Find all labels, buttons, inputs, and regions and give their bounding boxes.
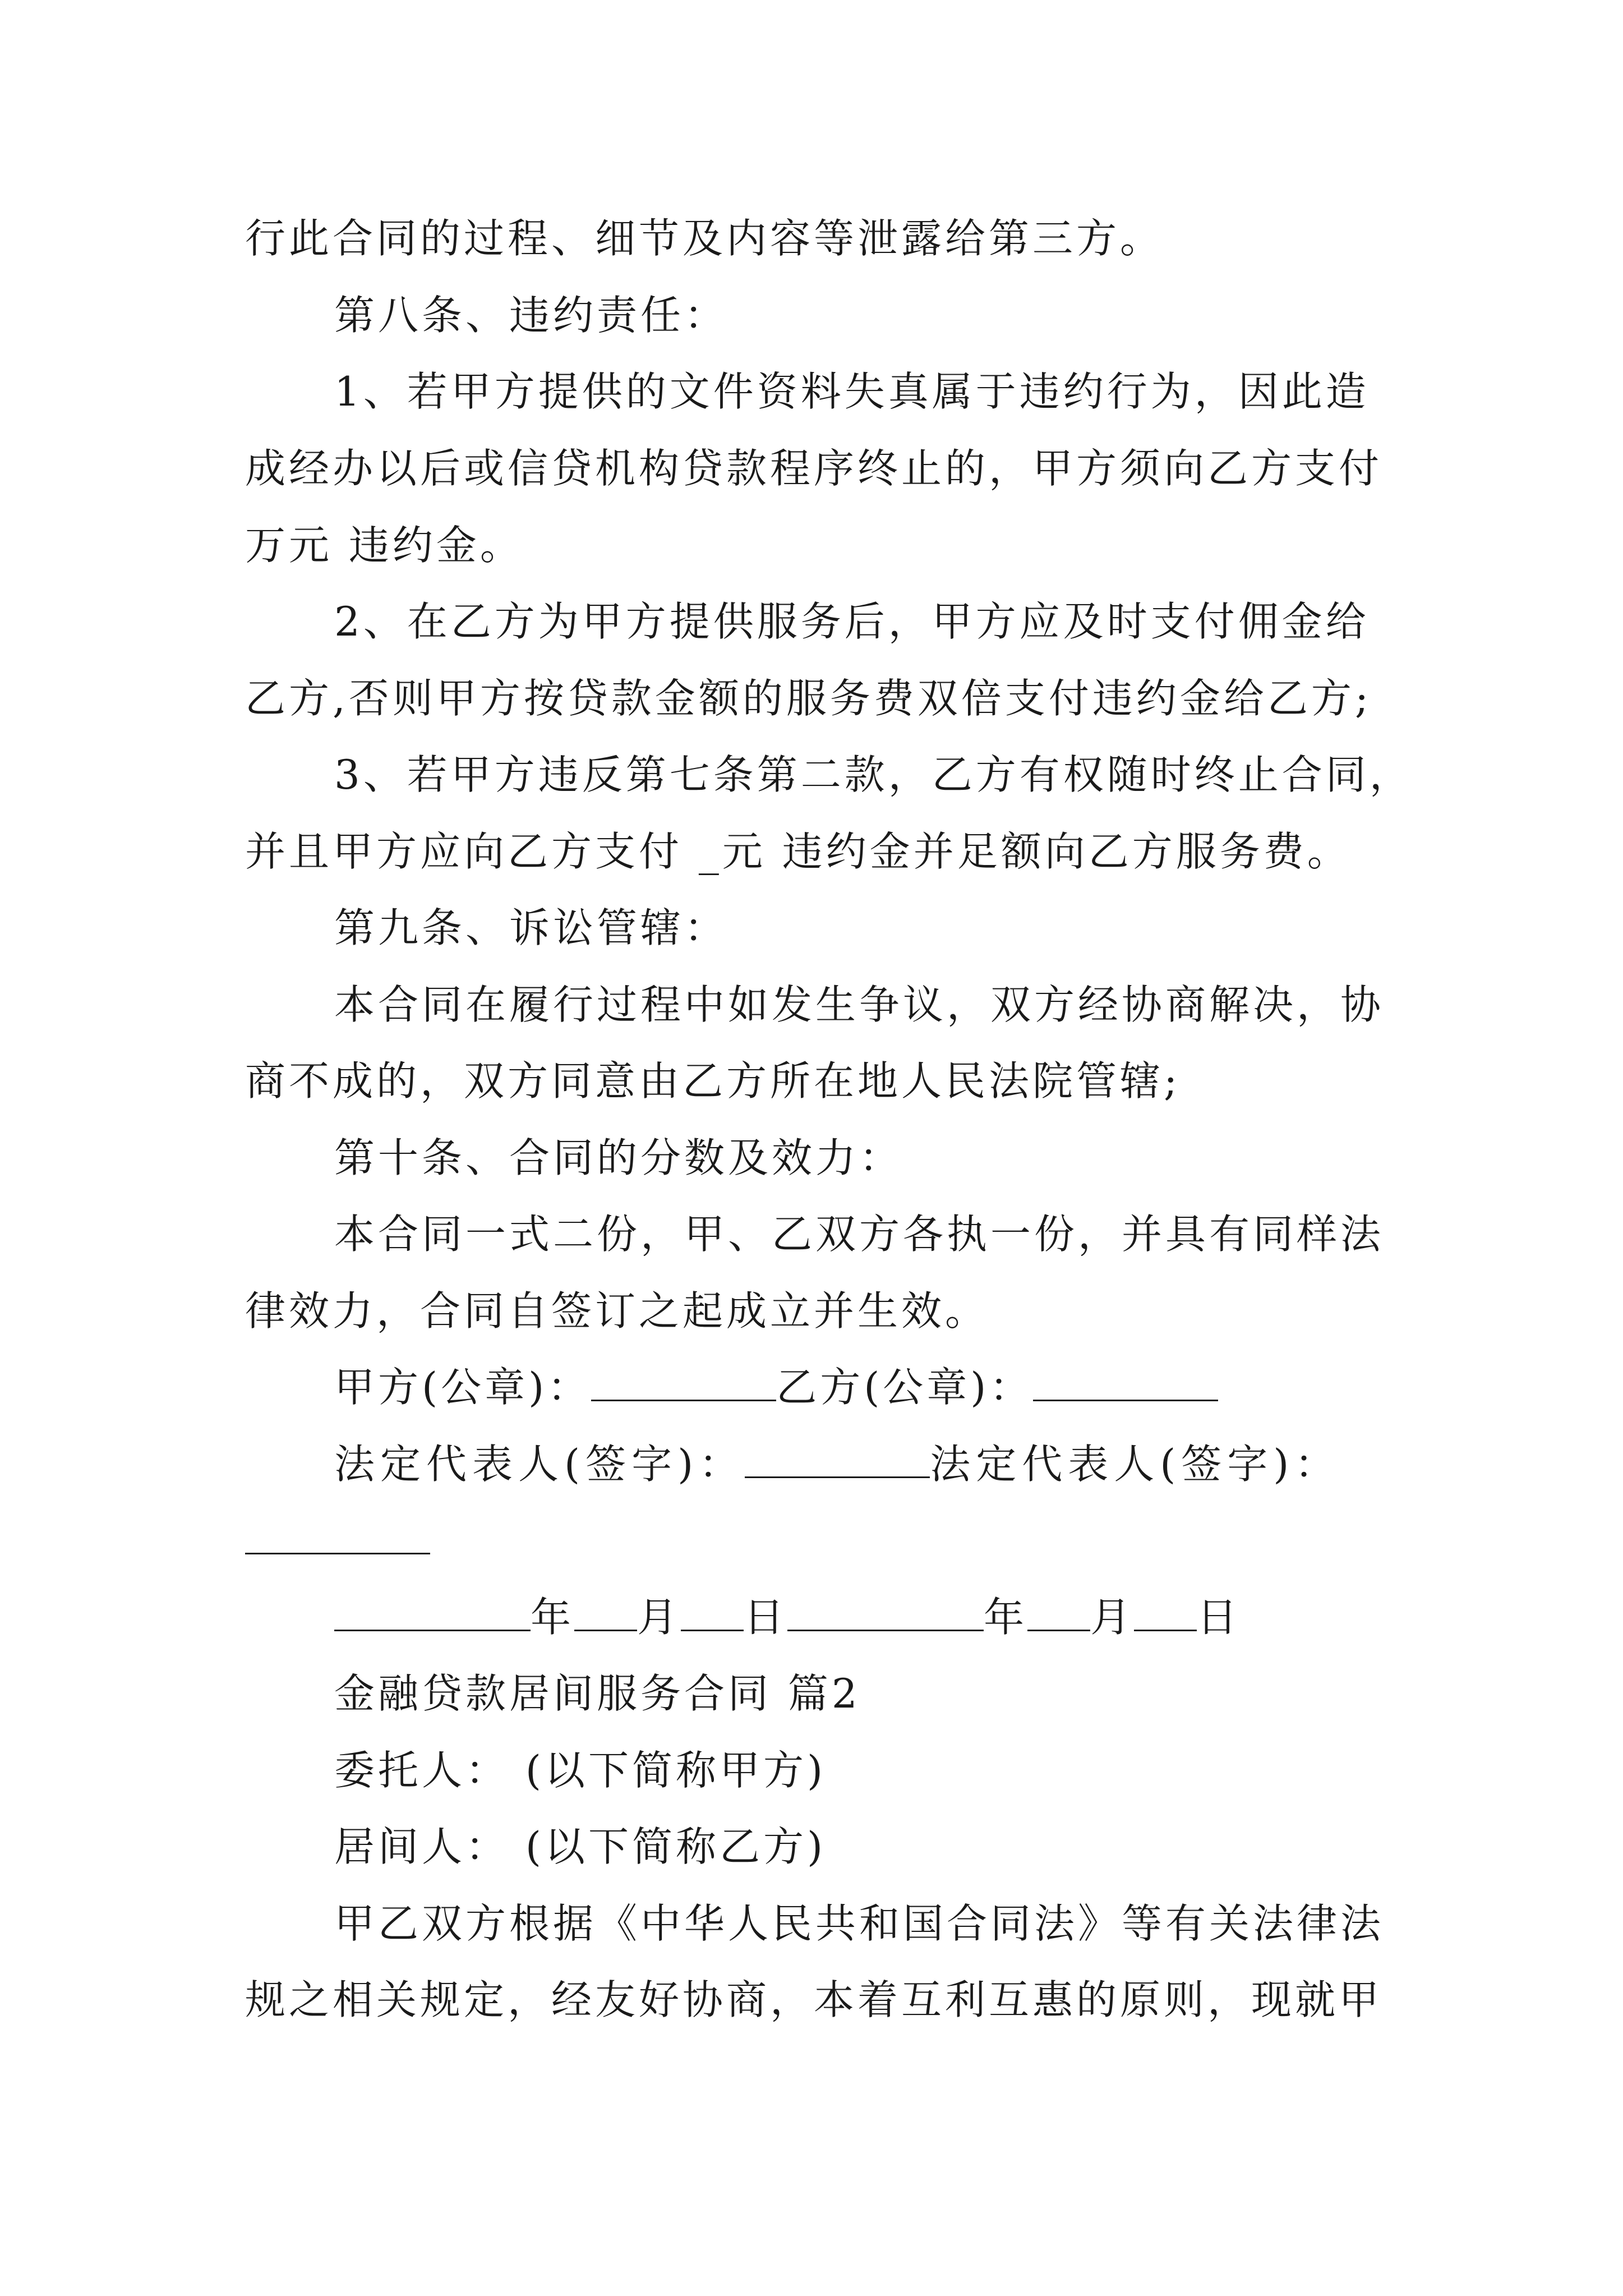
date-a-day-blank <box>681 1593 744 1631</box>
date-a-month-label: 月 <box>637 1594 681 1641</box>
party-b-rep-label: 法定代表人(签字)： <box>930 1441 1341 1488</box>
date-row <box>0 1584 1623 1651</box>
article-9-line-1: 本合同在履行过程中如发生争议，双方经协商解决，协 <box>334 981 1385 1028</box>
clause-8-1-line-1: 1、若甲方提供的文件资料失真属于违约行为，因此造 <box>334 368 1370 415</box>
intro-line-2: 规之相关规定，经友好协商，本着互利互惠的原则，现就甲 <box>245 1976 1383 2023</box>
section-2-title: 金融贷款居间服务合同 篇2 <box>334 1670 861 1717</box>
date-a-month-blank <box>574 1593 637 1631</box>
date-b-month-blank <box>1027 1593 1090 1631</box>
article-10-line-1: 本合同一式二份，甲、乙双方各执一份，并具有同样法 <box>334 1211 1385 1258</box>
date-a-day-label: 日 <box>744 1594 788 1641</box>
article-10-line-2: 律效力，合同自签订之起成立并生效。 <box>245 1287 989 1335</box>
date-a-year-blank <box>334 1593 531 1631</box>
date-a-year-label: 年 <box>531 1594 575 1641</box>
date-b-day-blank <box>1134 1593 1197 1631</box>
clause-8-3-line-1: 3、若甲方违反第七条第二款，乙方有权随时终止合同， <box>334 751 1413 798</box>
intro-line-1: 甲乙双方根据《中华人民共和国合同法》等有关法律法 <box>334 1900 1385 1947</box>
party-a-rep-blank <box>745 1439 930 1478</box>
clause-8-2-line-1: 2、在乙方为甲方提供服务后，甲方应及时支付佣金给 <box>334 598 1370 645</box>
clause-8-3-line-2: 并且甲方应向乙方支付 _元 违约金并足额向乙方服务费。 <box>245 828 1351 875</box>
date-b-day-label: 日 <box>1197 1594 1241 1641</box>
article-9-line-2: 商不成的，双方同意由乙方所在地人民法院管辖; <box>245 1057 1181 1105</box>
party-b-seal-blank <box>1033 1363 1218 1401</box>
clause-8-2-line-2: 乙方,否则甲方按贷款金额的服务费双倍支付违约金给乙方; <box>245 675 1372 722</box>
client-line: 委托人： (以下简称甲方) <box>334 1747 827 1794</box>
date-b-month-label: 月 <box>1090 1594 1135 1641</box>
party-b-rep-blank <box>245 1516 430 1554</box>
article-10-heading: 第十条、合同的分数及效力： <box>334 1134 903 1181</box>
clause-8-1-line-3: 万元 违约金。 <box>245 522 524 569</box>
representative-row <box>0 1430 1623 1498</box>
date-b-year-label: 年 <box>984 1594 1028 1641</box>
article-9-heading: 第九条、诉讼管辖： <box>334 904 728 951</box>
party-a-seal-blank <box>591 1363 776 1401</box>
party-a-rep-label: 法定代表人(签字)： <box>334 1441 745 1488</box>
party-a-seal-label: 甲方(公章)： <box>334 1364 592 1411</box>
article-8-heading: 第八条、违约责任： <box>334 292 728 339</box>
seal-row <box>0 1354 1623 1421</box>
clause-8-1-line-2: 成经办以后或信贷机构贷款程序终止的，甲方须向乙方支付 <box>245 445 1383 492</box>
representative-overflow-row <box>0 1507 1623 1574</box>
date-b-year-blank <box>787 1593 984 1631</box>
body-line-1: 行此合同的过程、细节及内容等泄露给第三方。 <box>245 215 1164 262</box>
intermediary-line: 居间人： (以下简称乙方) <box>334 1823 827 1870</box>
party-b-seal-label: 乙方(公章)： <box>776 1364 1034 1411</box>
